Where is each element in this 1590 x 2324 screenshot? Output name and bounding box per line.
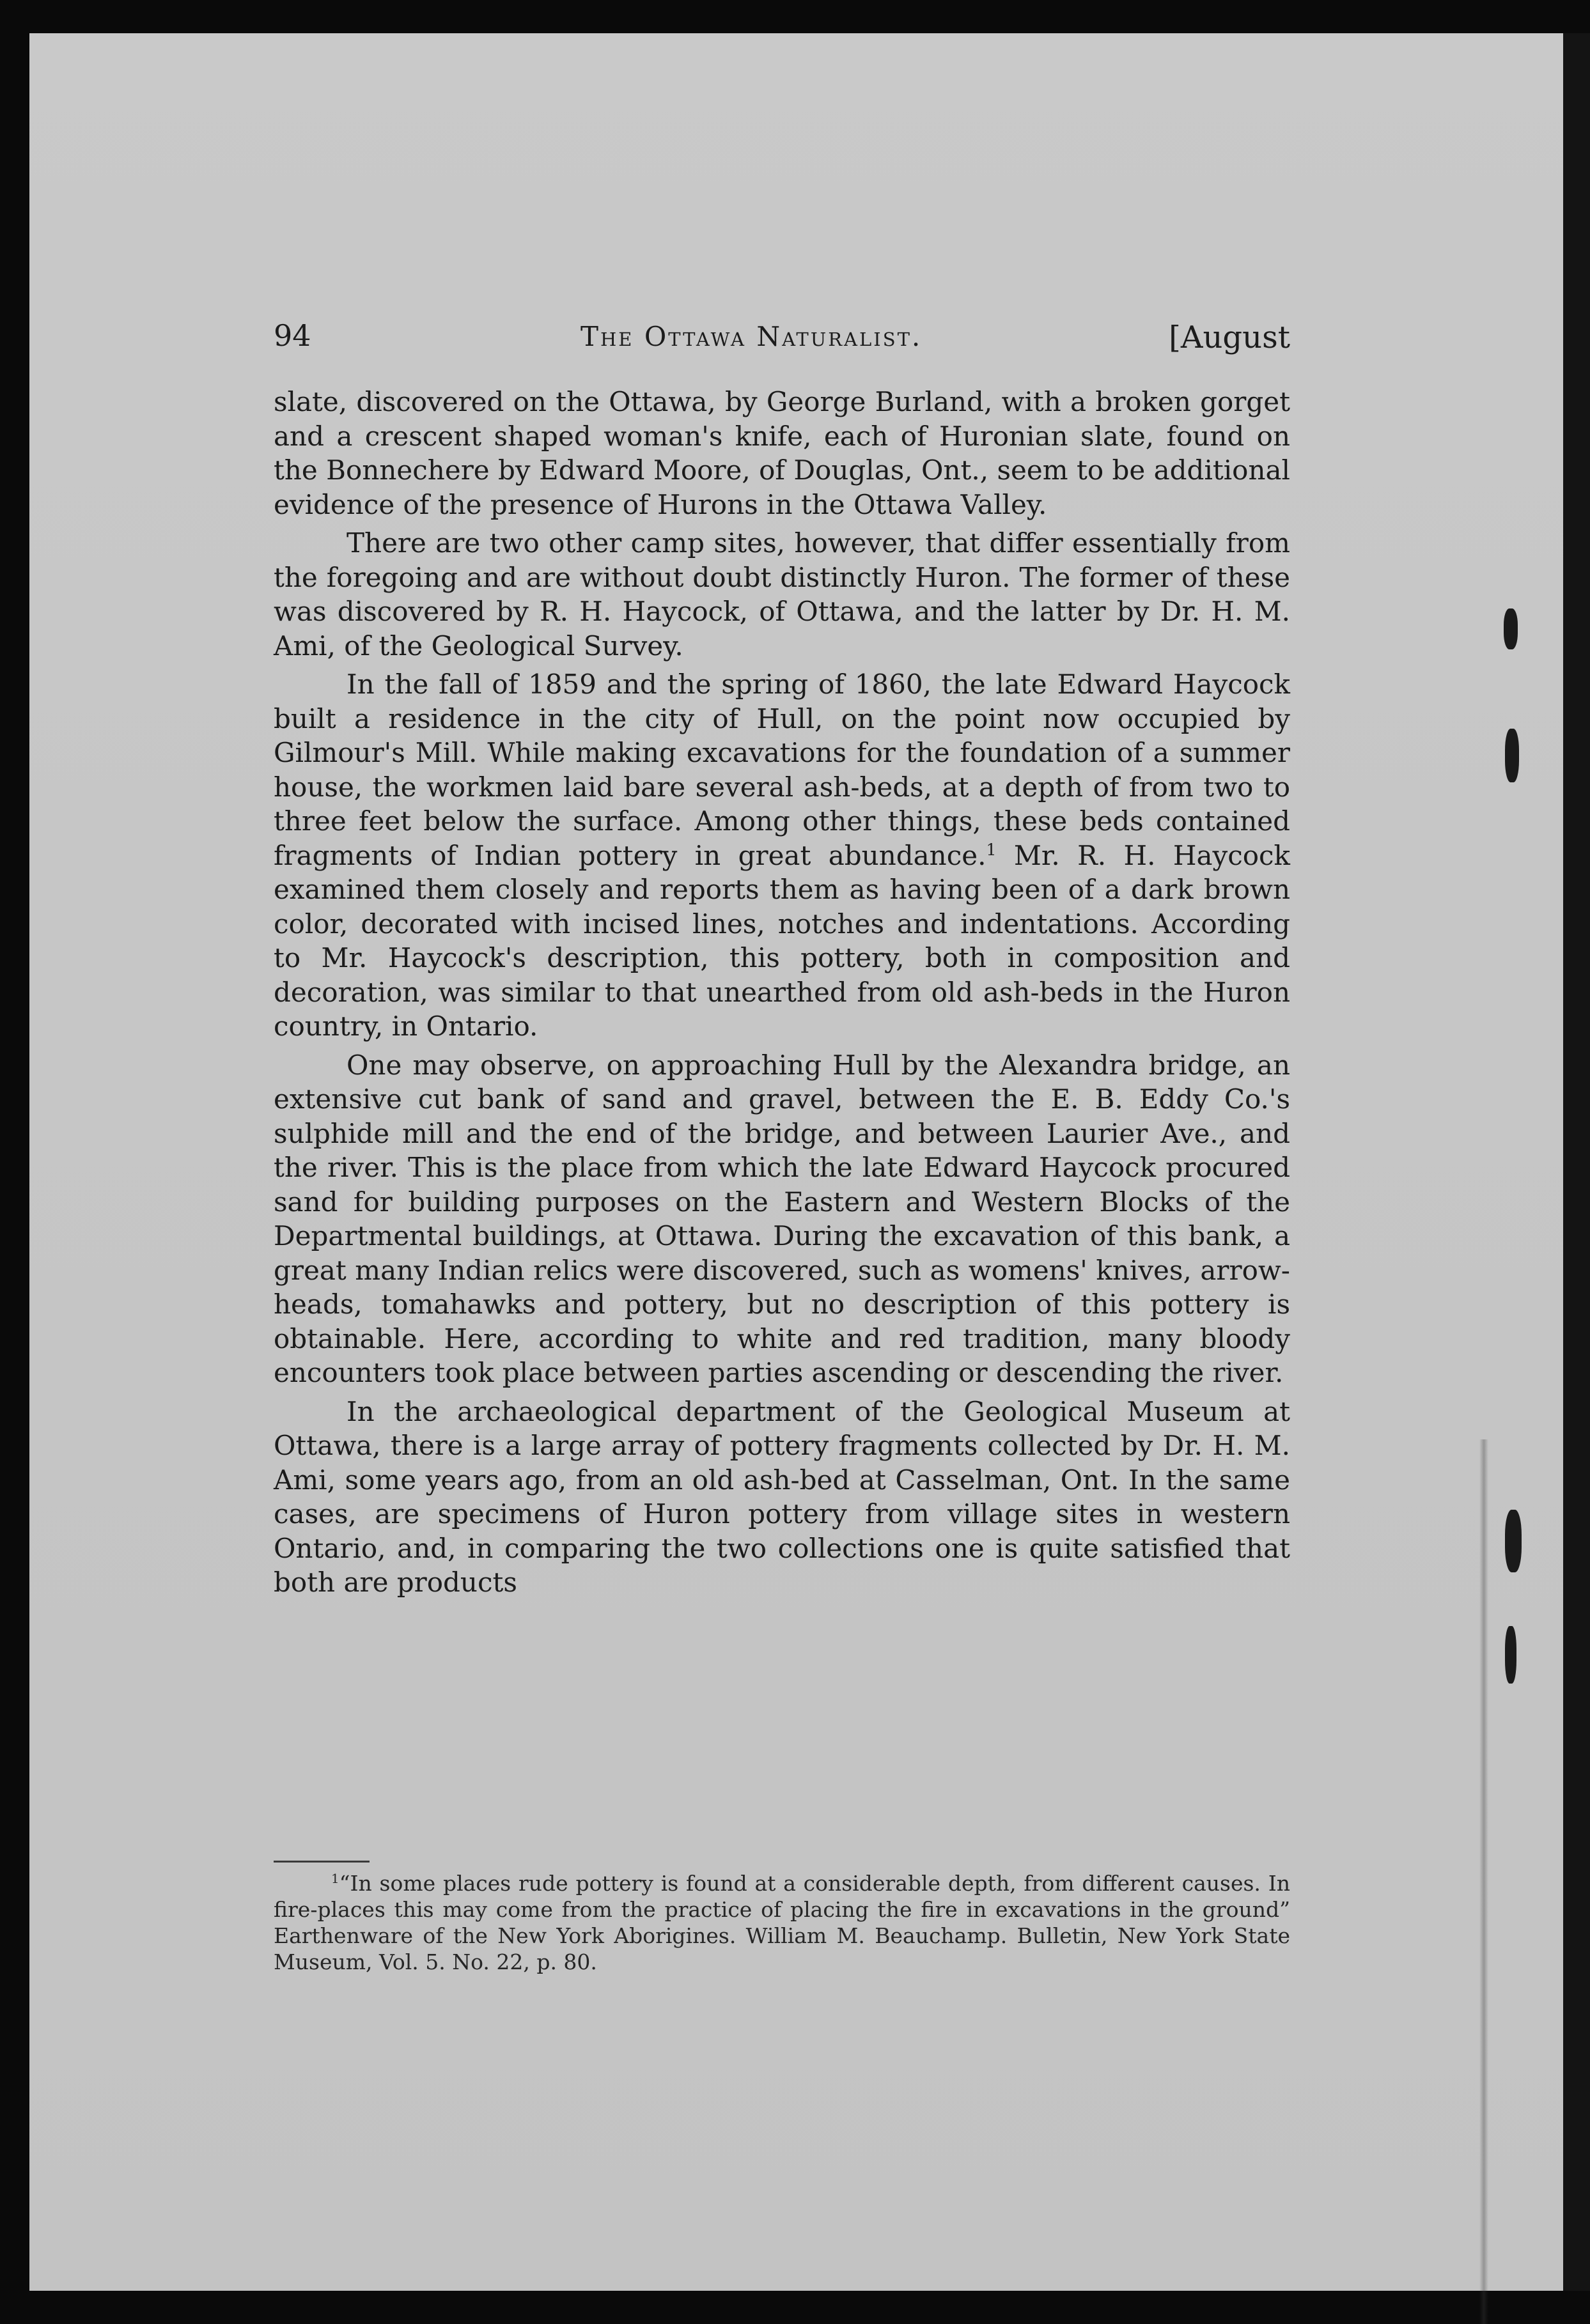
paragraph: In the archaeological department of the Geological Museum at Ottawa, there is a large array of pottery fragments collected by Dr. H. M. Ami, some years ago, from an old ash-bed at Casselman, Ont. In the same cases, are specimens of Huron pottery from village sites in western Ontario, and, in comparing the two collections one is quite satisfied that both are products — [274, 1395, 1290, 1598]
footnote-reference: 1 — [986, 840, 997, 859]
journal-title: The Ottawa Naturalist. — [581, 321, 923, 352]
binding-mark — [1505, 1626, 1516, 1684]
paragraph: slate, discovered on the Ottawa, by George Burland, with a broken gorget and a crescent shaped woman's knife, each of Huronian slate, found on the Bonnechere by Edward Moore, of Douglas, Ont., seem to be additional evidence of the presence of Hurons in the Ottawa Valley. — [274, 386, 1290, 520]
paragraph-text: In the fall of 1859 and the spring of 1860, the late Edward Haycock built a residence in the city of Hull, on the point now occupied by Gilmour's Mill. While making excavations for the foundation of a summer house, the workmen laid bare several ash-beds, at a depth of from two to three feet below the surface. Among other things, these beds contained fragments of Indian pottery in great abundance. — [274, 669, 1290, 871]
footnote-rule — [274, 1861, 370, 1863]
footnote-mark: 1 — [331, 1871, 339, 1886]
paragraph-text: Mr. R. H. Haycock examined them closely and reports them as having been of a dark brown color, decorated with incised lines, notches and indentations. According to Mr. Haycock's description, this pottery, both in composition and decoration, was similar to that unearthed from old ash-beds in the Huron country, in Ontario. — [274, 839, 1290, 1042]
page-number: 94 — [274, 318, 311, 353]
scan-margin — [1563, 33, 1590, 2291]
paragraph: There are two other camp sites, however, that differ essentially from the foregoing and are without doubt distinctly Huron. The former of these was discovered by R. H. Haycock, of Ottawa, and the latter by Dr. H. M. Ami, of the Geological Survey. — [274, 527, 1290, 662]
issue-month: [August — [1169, 320, 1290, 355]
binding-mark — [1504, 608, 1518, 649]
footnote-text: “In some places rude pottery is found at a considerable depth, from different causes. In fire-places this may come from the practice of placing the fire in excavations in the ground” Earthenware of the New York Aborigines. William M. Beauchamp. Bulletin, New York State Museum, Vol. 5. No. 22, p. 80. — [274, 1871, 1290, 1974]
paragraph: One may observe, on approaching Hull by the Alexandra bridge, an extensive cut bank of sand and gravel, between the E. B. Eddy Co.'s sulphide mill and the end of the bridge, and between Laurier Ave., and the river. This is the place from which the late Edward Haycock procured sand for building purposes on the Eastern and Western Blocks of the Departmental buildings, at Ottawa. During the excavation of this bank, a great many Indian relics were discovered, such as womens' knives, arrow-heads, tomahawks and pottery, but no description of this pottery is obtainable. Here, according to white and red tradition, many bloody encounters took place between parties ascending or descending the river. — [274, 1049, 1290, 1388]
paragraph — [274, 667, 1290, 1044]
binding-mark — [1505, 1510, 1522, 1572]
page-fold-shadow — [1479, 1439, 1488, 2324]
footnote — [274, 1870, 1290, 1975]
page-body — [274, 385, 1290, 1604]
running-head — [274, 318, 1290, 369]
binding-mark — [1505, 729, 1519, 782]
